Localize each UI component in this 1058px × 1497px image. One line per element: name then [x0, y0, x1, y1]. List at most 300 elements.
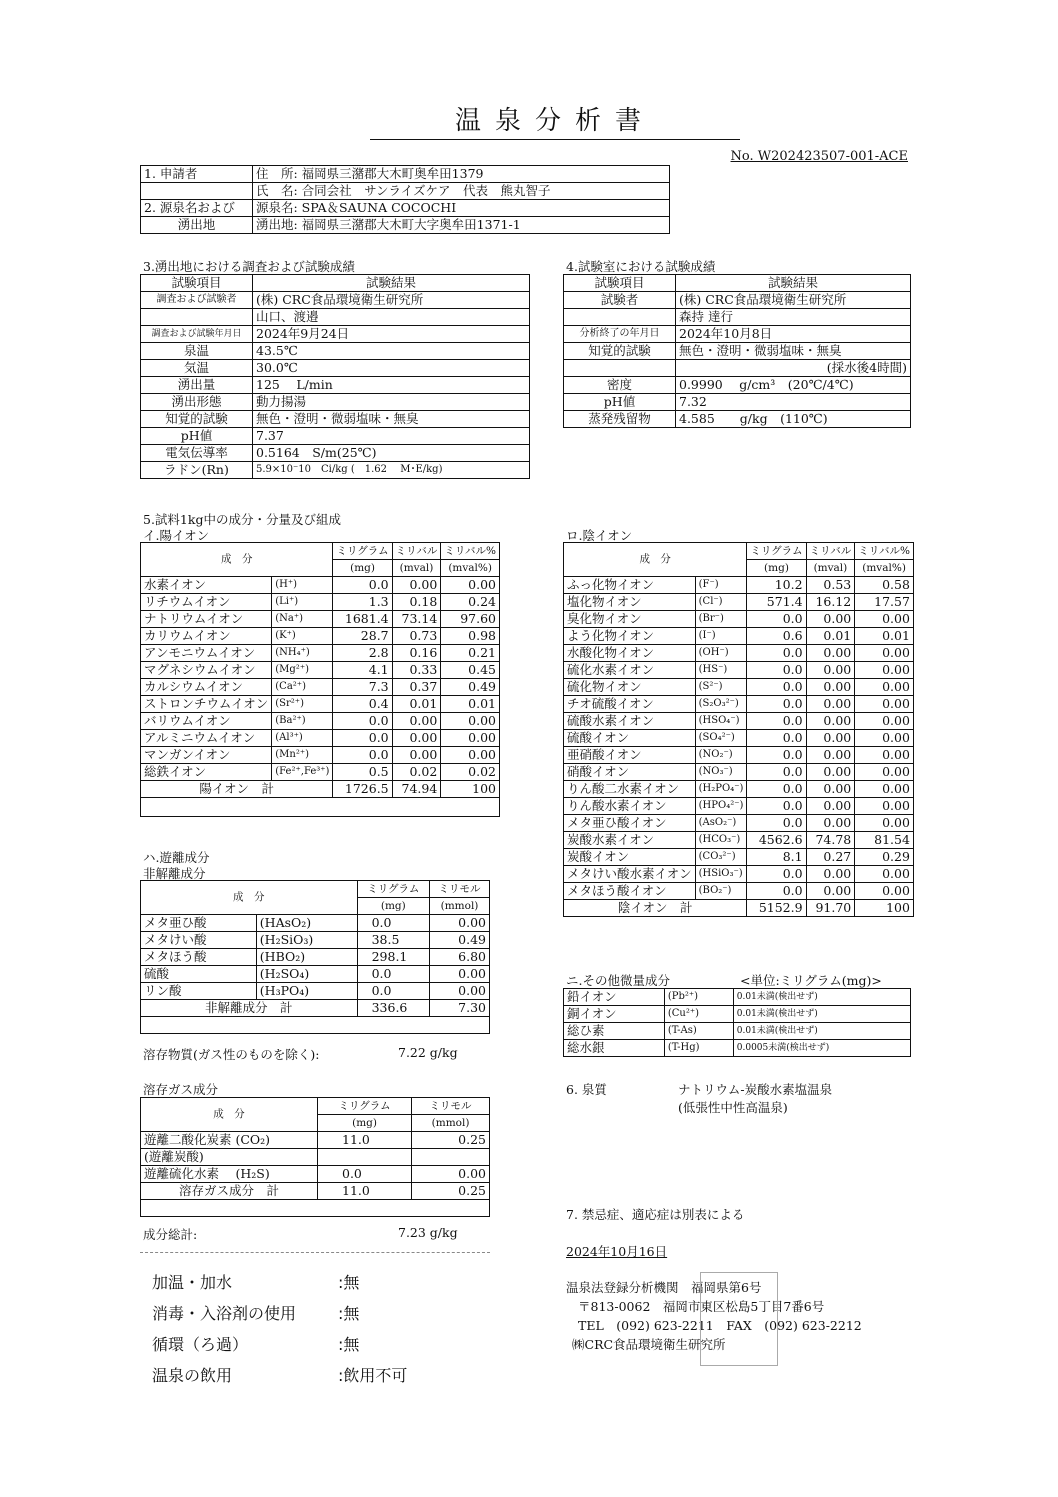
- note-label: 循環（ろ過）: [152, 1335, 249, 1354]
- cation-spacer-row: [141, 798, 500, 817]
- cation-formula: (Li⁺): [272, 594, 333, 611]
- applicant-address: 住 所: 福岡県三潴郡大木町奥牟田1379: [253, 166, 670, 183]
- lab-test-table: [563, 274, 911, 428]
- nondis-mg: 0.0: [357, 983, 429, 1000]
- anion-mval: 0.00: [806, 696, 855, 713]
- gas-head-mmol: ミリモル: [412, 1098, 490, 1115]
- gas-name: 遊離硫化水素 (H₂S): [141, 1166, 318, 1183]
- cation-mg: 28.7: [333, 628, 392, 645]
- gas-total-mmol: 0.25: [412, 1183, 490, 1200]
- cation-name: ナトリウムイオン: [141, 611, 272, 628]
- cation-total-mvalpct: 100: [441, 781, 500, 798]
- anion-mg: 0.0: [747, 883, 806, 900]
- cation-formula: (Ba²⁺): [272, 713, 333, 730]
- cation-head-component: 成 分: [141, 543, 333, 577]
- nondis-name: 硫酸: [141, 966, 257, 983]
- anion-name: メタほう酸イオン: [564, 883, 696, 900]
- trace-name: 銅イオン: [564, 1006, 665, 1023]
- field-test-result: 30.0℃: [253, 360, 530, 377]
- issuer-phone: TEL (092) 623-2211 FAX (092) 623-2212: [578, 1318, 862, 1333]
- nondissociated-table: [140, 880, 490, 1034]
- lab-test-row: [564, 309, 911, 326]
- anion-row: [564, 628, 914, 645]
- anion-name: 塩化物イオン: [564, 594, 696, 611]
- lab-test-row: [564, 377, 911, 394]
- applicant-name: 氏 名: 合同会社 サンライズケア 代表 熊丸智子: [253, 183, 670, 200]
- trace-name: 鉛イオン: [564, 989, 665, 1006]
- anion-mg: 0.0: [747, 611, 806, 628]
- nondis-total-mg: 336.6: [357, 1000, 429, 1017]
- cation-total-label: 陽イオン 計: [141, 781, 333, 798]
- cation-mval: 0.00: [392, 577, 441, 594]
- anion-name: 硫酸イオン: [564, 730, 696, 747]
- cation-mval: 0.18: [392, 594, 441, 611]
- cation-mg: 0.0: [333, 713, 392, 730]
- cation-mvalpct: 0.49: [441, 679, 500, 696]
- quality-label: 6. 泉質: [566, 1082, 607, 1097]
- trace-value: 0.01未満(検出せず): [733, 1006, 910, 1023]
- lab-test-result: (採水後4時間): [676, 360, 911, 377]
- nondis-spacer-row: [141, 1017, 490, 1034]
- anion-table: [563, 542, 914, 917]
- anion-formula: (HSiO₃⁻): [695, 866, 747, 883]
- nondis-name: リン酸: [141, 983, 257, 1000]
- trace-value: 0.0005未満(検出せず): [733, 1040, 910, 1057]
- anion-mg: 0.0: [747, 764, 806, 781]
- lab-test-item: 知覚的試験: [564, 343, 676, 360]
- divider: [140, 1252, 490, 1253]
- cation-unit-mval: (mval): [392, 560, 441, 577]
- gas-title: 溶存ガス成分: [143, 1082, 219, 1097]
- field-test-header-item: 試験項目: [141, 275, 253, 292]
- trace-row: [564, 989, 911, 1006]
- gas-unit-mmol: (mmol): [412, 1115, 490, 1132]
- anion-mg: 0.0: [747, 815, 806, 832]
- anion-formula: (S₂O₃²⁻): [695, 696, 747, 713]
- section4-title: 4.試験室における試験成績: [566, 259, 716, 274]
- nondis-mg: 0.0: [357, 966, 429, 983]
- anion-formula: (NO₃⁻): [695, 764, 747, 781]
- anion-mvalpct: 0.58: [855, 577, 914, 594]
- nondis-formula: (H₂SiO₃): [256, 932, 357, 949]
- lab-test-item: [564, 360, 676, 377]
- cation-head-mval: ミリバル: [392, 543, 441, 560]
- anion-mvalpct: 0.00: [855, 866, 914, 883]
- nondis-mg: 0.0: [357, 915, 429, 932]
- cation-formula: (Ca²⁺): [272, 679, 333, 696]
- anion-mvalpct: 0.00: [855, 645, 914, 662]
- nondis-mmol: 0.49: [430, 932, 490, 949]
- anion-row: [564, 713, 914, 730]
- lab-test-item: 試験者: [564, 292, 676, 309]
- note-label: 加温・加水: [152, 1273, 233, 1292]
- gas-mmol: 0.25: [412, 1132, 490, 1149]
- nondis-head-mg: ミリグラム: [357, 881, 429, 898]
- field-test-row: [141, 394, 530, 411]
- contraindication-note: 7. 禁忌症、適応症は別表による: [566, 1207, 745, 1222]
- applicant-table: [140, 165, 670, 234]
- lab-test-result: 0.9990 g/cm³ (20℃/4℃): [676, 377, 911, 394]
- gas-head-mg: ミリグラム: [318, 1098, 412, 1115]
- gas-name: (遊離炭酸): [141, 1149, 318, 1166]
- field-test-result: 無色・澄明・微弱塩味・無臭: [253, 411, 530, 428]
- anion-name: チオ硫酸イオン: [564, 696, 696, 713]
- cation-row: [141, 594, 500, 611]
- cation-head-mg: ミリグラム: [333, 543, 392, 560]
- anion-mvalpct: 0.00: [855, 730, 914, 747]
- field-test-result: 0.5164 S/m(25℃): [253, 445, 530, 462]
- anion-formula: (HSO₄⁻): [695, 713, 747, 730]
- lab-test-item: pH値: [564, 394, 676, 411]
- nondis-total-row: [141, 1000, 490, 1017]
- issuer-name: ㈱CRC食品環境衛生研究所: [572, 1337, 726, 1352]
- cation-mval: 73.14: [392, 611, 441, 628]
- anion-mg: 0.0: [747, 747, 806, 764]
- nondis-head-mmol: ミリモル: [430, 881, 490, 898]
- gas-mg: 11.0: [318, 1132, 412, 1149]
- trace-formula: (Cu²⁺): [664, 1006, 733, 1023]
- anion-mg: 0.0: [747, 696, 806, 713]
- anion-formula: (HPO₄²⁻): [695, 798, 747, 815]
- anion-unit-mval: (mval): [806, 560, 855, 577]
- anion-head-mvalpct: ミリバル%: [855, 543, 914, 560]
- nondis-row: [141, 932, 490, 949]
- field-test-row: [141, 292, 530, 309]
- anion-formula: (OH⁻): [695, 645, 747, 662]
- issue-date: 2024年10月16日: [566, 1244, 668, 1259]
- field-test-row: [141, 360, 530, 377]
- anion-mval: 0.00: [806, 730, 855, 747]
- cation-mg: 7.3: [333, 679, 392, 696]
- nondis-row: [141, 983, 490, 1000]
- nondissociated-title: 非解離成分: [143, 866, 206, 881]
- nondis-total-label: 非解離成分 計: [141, 1000, 358, 1017]
- nondis-total-mmol: 7.30: [430, 1000, 490, 1017]
- anion-formula: (Cl⁻): [695, 594, 747, 611]
- field-test-result: (株) CRC食品環境衛生研究所: [253, 292, 530, 309]
- field-test-row: [141, 428, 530, 445]
- anion-name: ふっ化物イオン: [564, 577, 696, 594]
- total-components-label: 成分総計:: [143, 1227, 198, 1242]
- cation-table: [140, 542, 500, 817]
- nondis-name: メタほう酸: [141, 949, 257, 966]
- cation-name: バリウムイオン: [141, 713, 272, 730]
- nondis-formula: (H₂SO₄): [256, 966, 357, 983]
- trace-name: 総水銀: [564, 1040, 665, 1057]
- anion-mval: 0.27: [806, 849, 855, 866]
- anion-formula: (Br⁻): [695, 611, 747, 628]
- cation-mvalpct: 97.60: [441, 611, 500, 628]
- anion-formula: (SO₄²⁻): [695, 730, 747, 747]
- anion-mval: 74.78: [806, 832, 855, 849]
- note-value: :無: [338, 1335, 360, 1354]
- gas-table: [140, 1097, 490, 1217]
- anion-mval: 0.00: [806, 662, 855, 679]
- free-components-title: ハ.遊離成分: [143, 850, 210, 865]
- cation-mg: 0.0: [333, 577, 392, 594]
- lab-test-row: [564, 360, 911, 377]
- anion-formula: (CO₃²⁻): [695, 849, 747, 866]
- anion-mg: 0.0: [747, 781, 806, 798]
- nondis-row: [141, 915, 490, 932]
- field-test-result: 山口、渡邉: [253, 309, 530, 326]
- lab-test-result: 7.32: [676, 394, 911, 411]
- anion-formula: (F⁻): [695, 577, 747, 594]
- anion-row: [564, 798, 914, 815]
- cation-mg: 2.8: [333, 645, 392, 662]
- anion-total-mvalpct: 100: [855, 900, 914, 917]
- anion-mvalpct: 0.00: [855, 679, 914, 696]
- anion-mvalpct: 0.00: [855, 815, 914, 832]
- anion-mvalpct: 81.54: [855, 832, 914, 849]
- cation-total-row: [141, 781, 500, 798]
- anion-total-row: [564, 900, 914, 917]
- cation-formula: (NH₄⁺): [272, 645, 333, 662]
- gas-mg: [318, 1149, 412, 1166]
- anion-row: [564, 747, 914, 764]
- seal-stamp: [700, 1272, 778, 1366]
- cation-mval: 0.00: [392, 730, 441, 747]
- note-value: :飲用不可: [338, 1366, 408, 1385]
- cation-mg: 0.5: [333, 764, 392, 781]
- field-test-row: [141, 326, 530, 343]
- nondis-name: メタ亜ひ酸: [141, 915, 257, 932]
- anion-mg: 0.0: [747, 866, 806, 883]
- cation-name: 水素イオン: [141, 577, 272, 594]
- nondis-head-component: 成 分: [141, 881, 358, 915]
- cation-mvalpct: 0.02: [441, 764, 500, 781]
- anion-mg: 0.0: [747, 645, 806, 662]
- anion-row: [564, 730, 914, 747]
- anion-formula: (HCO₃⁻): [695, 832, 747, 849]
- cation-row: [141, 645, 500, 662]
- lab-test-result: (株) CRC食品環境衛生研究所: [676, 292, 911, 309]
- anion-name: メタ亜ひ酸イオン: [564, 815, 696, 832]
- anion-name: 臭化物イオン: [564, 611, 696, 628]
- field-test-result: 43.5℃: [253, 343, 530, 360]
- anion-formula: (HS⁻): [695, 662, 747, 679]
- anion-row: [564, 866, 914, 883]
- trace-value: 0.01未満(検出せず): [733, 1023, 910, 1040]
- lab-test-item: 蒸発残留物: [564, 411, 676, 428]
- nondis-row: [141, 949, 490, 966]
- anion-unit-mg: (mg): [747, 560, 806, 577]
- anion-mval: 0.00: [806, 781, 855, 798]
- anion-name: 水酸化物イオン: [564, 645, 696, 662]
- field-test-item: 調査および試験者: [141, 292, 253, 309]
- cation-mg: 4.1: [333, 662, 392, 679]
- anion-row: [564, 781, 914, 798]
- field-test-item: 泉温: [141, 343, 253, 360]
- anion-formula: (I⁻): [695, 628, 747, 645]
- cation-mvalpct: 0.00: [441, 747, 500, 764]
- field-test-item: 気温: [141, 360, 253, 377]
- cation-mval: 0.73: [392, 628, 441, 645]
- anion-row: [564, 679, 914, 696]
- anion-mval: 0.00: [806, 798, 855, 815]
- anion-mval: 0.00: [806, 679, 855, 696]
- anion-total-mval: 91.70: [806, 900, 855, 917]
- anion-mg: 0.0: [747, 730, 806, 747]
- lab-test-row: [564, 343, 911, 360]
- anion-total-mg: 5152.9: [747, 900, 806, 917]
- source-label: 2. 源泉名および: [141, 200, 253, 217]
- field-test-header-result: 試験結果: [253, 275, 530, 292]
- quality-subvalue: (低張性中性高温泉): [678, 1100, 788, 1115]
- nondis-mg: 298.1: [357, 949, 429, 966]
- applicant-label: 1. 申請者: [141, 166, 253, 183]
- gas-spacer-row: [141, 1200, 490, 1217]
- anion-mg: 0.0: [747, 798, 806, 815]
- cation-row: [141, 713, 500, 730]
- anion-name: 硝酸イオン: [564, 764, 696, 781]
- cation-row: [141, 747, 500, 764]
- anion-row: [564, 611, 914, 628]
- anion-head-component: 成 分: [564, 543, 747, 577]
- anion-mg: 8.1: [747, 849, 806, 866]
- anion-row: [564, 764, 914, 781]
- nondis-formula: (HAsO₂): [256, 915, 357, 932]
- nondis-unit-mg: (mg): [357, 898, 429, 915]
- anion-mval: 0.01: [806, 628, 855, 645]
- document-title: 温泉分析書: [370, 100, 740, 140]
- quality-value: ナトリウム-炭酸水素塩温泉: [678, 1082, 833, 1097]
- nondis-name: メタけい酸: [141, 932, 257, 949]
- cation-mvalpct: 0.24: [441, 594, 500, 611]
- cation-spacer: [141, 798, 500, 817]
- source-name: 源泉名: SPA＆SAUNA COCOCHI: [253, 200, 670, 217]
- lab-test-header-item: 試験項目: [564, 275, 676, 292]
- cation-formula: (H⁺): [272, 577, 333, 594]
- cation-unit-mvalpct: (mval%): [441, 560, 500, 577]
- trace-formula: (T-Hg): [664, 1040, 733, 1057]
- document-number: No. W202423507-001-ACE: [730, 149, 908, 164]
- note-value: :無: [338, 1273, 360, 1292]
- anion-mvalpct: 0.00: [855, 747, 914, 764]
- cation-mg: 1681.4: [333, 611, 392, 628]
- cation-mval: 0.33: [392, 662, 441, 679]
- nondis-spacer: [141, 1017, 490, 1034]
- lab-test-result: 森持 達行: [676, 309, 911, 326]
- anion-name: 硫化水素イオン: [564, 662, 696, 679]
- field-test-row: [141, 445, 530, 462]
- field-test-row: [141, 411, 530, 428]
- anion-row: [564, 849, 914, 866]
- gas-mmol: [412, 1149, 490, 1166]
- cation-mval: 0.02: [392, 764, 441, 781]
- nondis-mmol: 6.80: [430, 949, 490, 966]
- anion-mval: 16.12: [806, 594, 855, 611]
- anion-mvalpct: 17.57: [855, 594, 914, 611]
- field-test-item: 湧出形態: [141, 394, 253, 411]
- cation-total-mval: 74.94: [392, 781, 441, 798]
- nondis-unit-mmol: (mmol): [430, 898, 490, 915]
- note-label: 消毒・入浴剤の使用: [152, 1304, 297, 1323]
- anion-mvalpct: 0.00: [855, 798, 914, 815]
- anion-mvalpct: 0.01: [855, 628, 914, 645]
- cation-formula: (K⁺): [272, 628, 333, 645]
- anion-mvalpct: 0.00: [855, 662, 914, 679]
- source-location: 湧出地: 福岡県三潴郡大木町大字奥牟田1371-1: [253, 217, 670, 234]
- anion-formula: (H₂PO₄⁻): [695, 781, 747, 798]
- cation-formula: (Na⁺): [272, 611, 333, 628]
- field-test-item: 知覚的試験: [141, 411, 253, 428]
- cation-name: アンモニウムイオン: [141, 645, 272, 662]
- section5-title: 5.試料1kg中の成分・分量及び組成: [143, 512, 341, 527]
- anion-mvalpct: 0.00: [855, 883, 914, 900]
- anion-mg: 10.2: [747, 577, 806, 594]
- cation-mval: 0.00: [392, 713, 441, 730]
- field-test-result: 5.9×10⁻10 Ci/kg ( 1.62 M･E/kg): [253, 462, 530, 479]
- lab-test-result: 2024年10月8日: [676, 326, 911, 343]
- anion-unit-mvalpct: (mval%): [855, 560, 914, 577]
- anion-name: 硫化物イオン: [564, 679, 696, 696]
- anion-head-mg: ミリグラム: [747, 543, 806, 560]
- gas-spacer: [141, 1200, 490, 1217]
- anion-mval: 0.00: [806, 883, 855, 900]
- trace-row: [564, 1006, 911, 1023]
- anion-mg: 4562.6: [747, 832, 806, 849]
- field-test-item: [141, 309, 253, 326]
- trace-formula: (Pb²⁺): [664, 989, 733, 1006]
- trace-row: [564, 1040, 911, 1057]
- anion-row: [564, 696, 914, 713]
- anion-mval: 0.00: [806, 764, 855, 781]
- lab-test-row: [564, 292, 911, 309]
- anion-total-label: 陰イオン 計: [564, 900, 747, 917]
- cation-name: カルシウムイオン: [141, 679, 272, 696]
- issuer-registration: 温泉法登録分析機関 福岡県第6号: [566, 1280, 762, 1295]
- field-test-result: 動力揚湯: [253, 394, 530, 411]
- lab-test-item: 分析終了の年月日: [564, 326, 676, 343]
- cation-mg: 0.0: [333, 730, 392, 747]
- cation-mval: 0.00: [392, 747, 441, 764]
- cation-name: ストロンチウムイオン: [141, 696, 272, 713]
- trace-title: ニ.その他微量成分: [566, 973, 670, 988]
- gas-row: [141, 1149, 490, 1166]
- cation-mval: 0.16: [392, 645, 441, 662]
- anion-name: メタけい酸水素イオン: [564, 866, 696, 883]
- field-test-result: 7.37: [253, 428, 530, 445]
- solute-value: 7.22 g/kg: [398, 1045, 458, 1060]
- trace-formula: (T-As): [664, 1023, 733, 1040]
- anion-mvalpct: 0.00: [855, 781, 914, 798]
- anion-mvalpct: 0.00: [855, 696, 914, 713]
- field-test-row: [141, 309, 530, 326]
- issuer-address: 〒813-0062 福岡市東区松島5丁目7番6号: [578, 1299, 825, 1314]
- anion-mg: 0.0: [747, 679, 806, 696]
- anion-row: [564, 883, 914, 900]
- cation-row: [141, 628, 500, 645]
- lab-test-item: [564, 309, 676, 326]
- anion-row: [564, 832, 914, 849]
- nondis-mmol: 0.00: [430, 966, 490, 983]
- anion-name: 亜硝酸イオン: [564, 747, 696, 764]
- location-label: 湧出地: [141, 217, 253, 234]
- anion-mg: 0.6: [747, 628, 806, 645]
- anion-head-mval: ミリバル: [806, 543, 855, 560]
- cation-formula: (Fe²⁺,Fe³⁺): [272, 764, 333, 781]
- anion-name: りん酸水素イオン: [564, 798, 696, 815]
- anion-name: りん酸二水素イオン: [564, 781, 696, 798]
- lab-test-row: [564, 411, 911, 428]
- cation-head-mvalpct: ミリバル%: [441, 543, 500, 560]
- anion-mval: 0.00: [806, 611, 855, 628]
- cation-row: [141, 764, 500, 781]
- field-test-row: [141, 462, 530, 479]
- anion-row: [564, 577, 914, 594]
- note-value: :無: [338, 1304, 360, 1323]
